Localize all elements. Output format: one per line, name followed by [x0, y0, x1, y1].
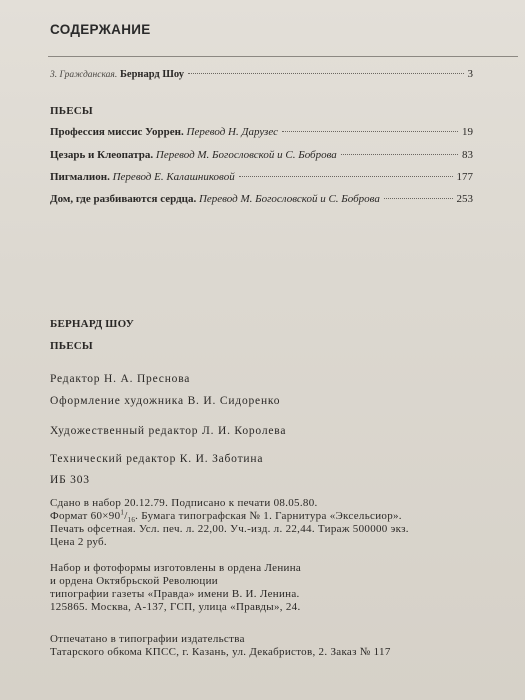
format-denominator: 16	[127, 516, 136, 525]
toc-leader	[239, 176, 453, 177]
toc-leader	[188, 73, 464, 74]
toc-entry	[50, 149, 473, 161]
toc-intro-row	[50, 68, 473, 80]
toc-intro-prefix: 3. Гражданская.	[50, 70, 118, 80]
colophon-editor: Редактор Н. А. Преснова	[50, 373, 191, 385]
typeset-line: и ордена Октябрьской Революции	[50, 575, 218, 587]
toc-entry	[50, 193, 473, 205]
colophon-author: БЕРНАРД ШОУ	[50, 318, 134, 330]
toc-entry-credit: Перевод Н. Дарузес	[186, 126, 278, 138]
toc-page-number: 3	[467, 68, 473, 80]
toc-entry-title: Профессия миссис Уоррен.	[50, 126, 184, 138]
toc-page-number: 253	[456, 193, 473, 205]
toc-entry	[50, 171, 473, 183]
toc-entry-credit: Перевод М. Богословской и С. Боброва	[155, 149, 337, 161]
colophon-ib: ИБ 303	[50, 474, 90, 486]
print-format-line: Формат $60\times 90^1/_{16}$. Бумага типографская № 1. Гарнитура «Эксельсиор».	[50, 508, 402, 525]
contents-rule	[48, 56, 518, 57]
typeset-line: типографии газеты «Правда» имени В. И. Ленина.	[50, 588, 300, 600]
colophon-tech-editor: Технический редактор К. И. Заботина	[50, 453, 264, 465]
toc-leader	[282, 131, 458, 132]
print-details	[50, 497, 409, 549]
typeset-line: 125865. Москва, А-137, ГСП, улица «Правды», 24.	[50, 601, 301, 613]
contents-heading: СОДЕРЖАНИЕ	[50, 22, 151, 37]
format-text-rest: . Бумага типографская № 1. Гарнитура «Эксельсиор».	[135, 510, 402, 522]
plays-section-title: ПЬЕСЫ	[50, 105, 93, 117]
format-numerator: 1	[120, 508, 125, 517]
toc-entry-title: Дом, где разбиваются сердца.	[50, 193, 197, 205]
toc-page-number: 177	[456, 171, 473, 183]
colophon-design: Оформление художника В. И. Сидоренко	[50, 395, 281, 407]
toc-leader	[341, 154, 458, 155]
colophon-title: ПЬЕСЫ	[50, 340, 93, 352]
print-line: Цена 2 руб.	[50, 536, 107, 548]
toc-page-number: 19	[462, 126, 473, 138]
toc-intro-author: Бернард Шоу	[119, 69, 184, 80]
toc-page-number: 83	[462, 149, 473, 161]
toc-entry-credit: Перевод М. Богословской и С. Боброва	[198, 193, 380, 205]
colophon-art-editor: Художественный редактор Л. И. Королева	[50, 425, 287, 437]
typeset-info	[50, 562, 301, 614]
printed-line: Отпечатано в типографии издательства	[50, 633, 245, 645]
printed-info	[50, 633, 391, 659]
print-line: Печать офсетная. Усл. печ. л. 22,00. Уч.-изд. л. 22,44. Тираж 500000 экз.	[50, 523, 409, 535]
typeset-line: Набор и фотоформы изготовлены в ордена Ленина	[50, 562, 302, 574]
toc-leader	[384, 198, 453, 199]
toc-entry-title: Цезарь и Клеопатра.	[50, 149, 154, 161]
format-text: Формат 60×90	[50, 510, 121, 522]
toc-entry	[50, 126, 473, 138]
toc-entry-title: Пигмалион.	[50, 171, 110, 183]
toc-entry-credit: Перевод Е. Калашниковой	[112, 171, 235, 183]
printed-line: Татарского обкома КПСС, г. Казань, ул. Декабристов, 2. Заказ № 117	[50, 646, 391, 658]
print-line: Сдано в набор 20.12.79. Подписано к печати 08.05.80.	[50, 497, 318, 509]
